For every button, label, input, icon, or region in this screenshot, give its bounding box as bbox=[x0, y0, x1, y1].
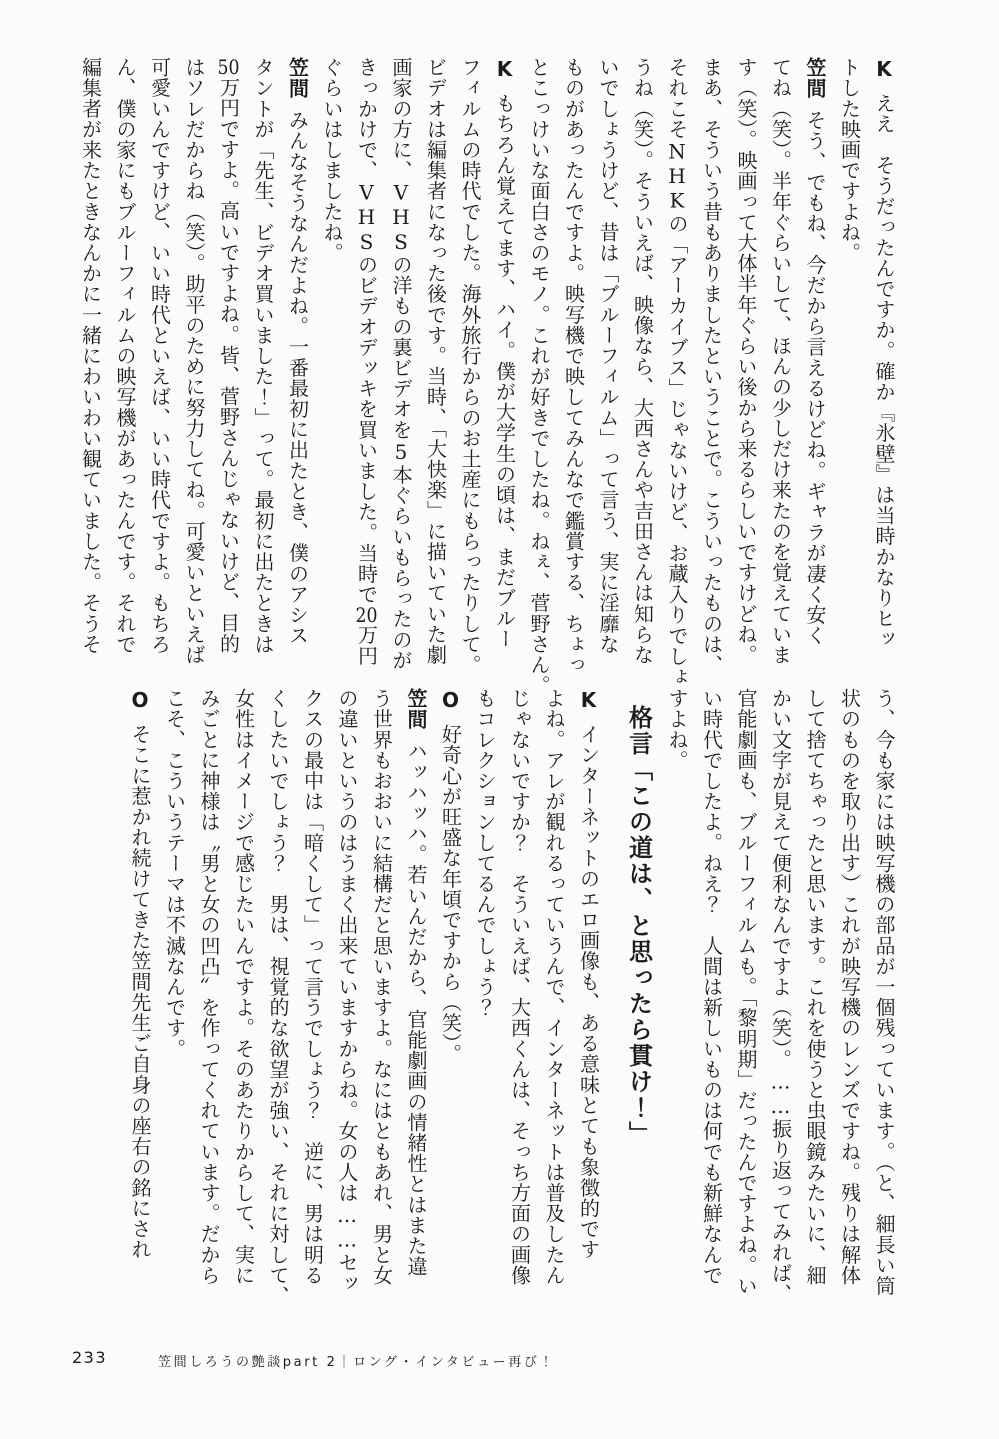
column-text: かい文字が見えて便利なんですよ（笑）。……振り返ってみれば、 bbox=[768, 688, 793, 1304]
column-text: 50万円ですよ。高いですよね。皆、菅野さんじゃないけど、目的 bbox=[216, 57, 241, 654]
text-column bbox=[873, 57, 894, 669]
text-column bbox=[665, 57, 689, 687]
column-text: 官能劇画も、ブルーフィルムも。「黎明期」だったんですよね。い bbox=[734, 688, 758, 1296]
column-text: ビデオは編集者になった後です。当時、「大快楽」に描いていた劇 bbox=[423, 57, 448, 665]
text-column bbox=[804, 57, 825, 669]
text-column bbox=[218, 57, 239, 669]
text-column bbox=[440, 688, 461, 1300]
column-text: 画家の方に、VHSの洋もの裏ビデオを5本ぐらいもらったのが bbox=[389, 57, 413, 671]
text-column bbox=[129, 688, 150, 1300]
text-column bbox=[252, 57, 273, 669]
text-column bbox=[578, 688, 599, 1300]
tatechuyoko-number: 20 bbox=[355, 604, 378, 625]
text-column bbox=[114, 57, 135, 669]
column-text: す（笑）。映画って大体半年ぐらい後から来るらしいですけどね。 bbox=[734, 57, 758, 665]
text-column bbox=[543, 688, 564, 1300]
column-text: う世界もおおいに結構だと思いますよ。なにはともあれ、男と女 bbox=[369, 688, 394, 1286]
column-text: そこに惹かれ続けてきた笠間先生ご自身の座右の銘にされ bbox=[128, 724, 152, 1260]
text-column bbox=[561, 57, 586, 675]
column-text: てね（笑）。半年ぐらいして、ほんの少しだけ来たのを覚えていま bbox=[768, 57, 793, 665]
text-column bbox=[80, 57, 101, 669]
text-column bbox=[735, 688, 756, 1300]
column-text: くしたいでしょう？ 男は、視覚的な欲望が強い、それに対して、 bbox=[266, 688, 290, 1306]
column-text: 状のものを取り出す）これが映写機のレンズですね。残りは解体 bbox=[837, 688, 862, 1286]
column-text: の違いというのはうまく出来ていますからね。女の人は……セッ bbox=[335, 688, 359, 1294]
interview-text-bottom-block bbox=[116, 688, 896, 1306]
text-column bbox=[198, 688, 219, 1300]
column-text: う、今も家には映写機の部品が一個残っています。（と、細長い筒 bbox=[872, 688, 896, 1296]
text-column bbox=[735, 57, 756, 669]
footer-running-title: 笠間しろうの艶談part 2｜ロング・インタビュー再び！ bbox=[158, 1355, 556, 1370]
text-column bbox=[699, 57, 724, 675]
column-text: それこそNHKの「アーカイブス」じゃないけど、お蔵入りでしょ bbox=[665, 57, 689, 687]
text-column bbox=[321, 57, 342, 669]
column-text: クスの最中は「暗くして」って言うでしょう？ 逆に、男は明る bbox=[300, 688, 325, 1286]
column-text: フィルムの時代でした。海外旅行からのお土産にもらったりして。 bbox=[458, 57, 482, 675]
column-text: ん、僕の家にもブルーフィルムの映写機があったんです。それで bbox=[113, 57, 137, 655]
text-column bbox=[701, 688, 722, 1300]
column-text: じゃないですか？ そういえば、大西くんは、そっち方面の画像 bbox=[507, 688, 532, 1286]
text-column bbox=[405, 688, 426, 1300]
text-column bbox=[839, 688, 860, 1300]
speaker-label: 笠間 bbox=[285, 57, 310, 99]
column-text: こそ、こういうテーマは不滅なんです。 bbox=[162, 688, 187, 1059]
column-text: ものがあったんですよ。映写機で映してみんなで鑑賞する、ちょっ bbox=[561, 57, 586, 675]
text-column bbox=[302, 688, 323, 1300]
text-column bbox=[839, 57, 860, 669]
column-text: して捨てちゃったと思います。これを使うと虫眼鏡みたいに、細 bbox=[803, 688, 827, 1286]
text-column bbox=[390, 57, 411, 669]
text-column bbox=[494, 57, 515, 669]
column-text: ハッハッハ。若いんだから、官能劇画の情緒性とはまた違 bbox=[404, 741, 428, 1277]
column-text: 女性はイメージで感じたいんですよ。そのあたりからして、実に bbox=[231, 688, 256, 1286]
speaker-label: O bbox=[438, 688, 463, 713]
column-text: きっかけで、VHSのビデオデッキを買いました。当時で20万円 bbox=[354, 57, 379, 666]
text-column bbox=[287, 57, 308, 669]
text-column bbox=[509, 688, 530, 1300]
column-text: まあ、そういう昔もありましたということで。こういったものは、 bbox=[699, 57, 724, 675]
column-text: はソレだからね（笑）。助平のために努力してね。可愛いといえば bbox=[182, 57, 206, 665]
interview-text-top-block bbox=[66, 57, 896, 696]
column-text: トした映画ですよね。 bbox=[837, 57, 862, 263]
column-text: 可愛いんですけど、いい時代といえば、いい時代ですよ。もちろ bbox=[147, 57, 172, 655]
column-text: インターネットのエロ画像も、ある意味とても象徴的です bbox=[576, 724, 601, 1260]
speaker-label: 笠間 bbox=[404, 688, 428, 730]
text-column bbox=[527, 57, 551, 696]
column-text: いでしょうけど、昔は「ブルーフィルム」って言う、実に淫靡な bbox=[596, 57, 620, 655]
speaker-label: 笠間 bbox=[803, 57, 827, 99]
column-text: タントが「先生、ビデオ買いました！」って。最初に出たときは bbox=[251, 57, 275, 655]
page-number: 233 bbox=[72, 1348, 108, 1367]
text-column bbox=[666, 688, 687, 1300]
text-column bbox=[149, 57, 170, 669]
text-column bbox=[336, 688, 357, 1300]
column-text: うね（笑）。そういえば、映像なら、大西さんや吉田さんは知らな bbox=[630, 57, 655, 665]
text-column bbox=[371, 688, 392, 1300]
speaker-label: O bbox=[128, 688, 152, 713]
column-text: ええ そうだったんですか。確か『氷壁』は当時かなりヒッ bbox=[872, 93, 896, 650]
column-text: もコレクションしてるんでしょう？ bbox=[473, 688, 497, 1018]
text-column bbox=[770, 57, 791, 669]
speaker-label: K bbox=[872, 57, 896, 82]
column-text: すよね。 bbox=[665, 688, 689, 771]
text-column bbox=[804, 688, 825, 1300]
text-column bbox=[474, 688, 495, 1300]
column-text: 好奇心が旺盛な年頃ですから（笑）。 bbox=[438, 724, 463, 1065]
speaker-label: K bbox=[576, 688, 601, 713]
column-text: みんなそうなんだよね。一番最初に出たとき、僕のアシス bbox=[285, 110, 310, 646]
text-column bbox=[632, 57, 653, 669]
column-text: 編集者が来たときなんかに一緒にわいわい観ていました。そうそ bbox=[78, 57, 103, 655]
text-column bbox=[164, 688, 185, 1300]
text-column bbox=[183, 57, 204, 669]
text-column bbox=[233, 688, 254, 1300]
column-text: ぐらいはしましたね。 bbox=[320, 57, 344, 263]
speaker-label: K bbox=[492, 57, 517, 82]
text-column bbox=[425, 57, 446, 669]
section-heading bbox=[625, 688, 653, 1300]
text-column bbox=[356, 57, 377, 669]
column-text: みごとに神様は〝男と女の凹凸〟を作ってくれています。だから bbox=[197, 688, 221, 1286]
text-column bbox=[266, 688, 290, 1306]
text-column bbox=[768, 688, 793, 1304]
column-text: い時代でしたよ。ねえ？ 人間は新しいものは何でも新鮮なんで bbox=[699, 688, 724, 1286]
column-text: とこっけいな面白さのモノ。これが好きでしたね。ねぇ、菅野さん。 bbox=[527, 57, 551, 696]
text-column bbox=[458, 57, 482, 675]
text-column bbox=[597, 57, 618, 669]
column-text: そう、でもね、今だから言えるけどね。ギャラが凄く安く bbox=[803, 110, 827, 646]
text-column bbox=[873, 688, 894, 1300]
tatechuyoko-number: 50 bbox=[217, 57, 240, 77]
column-text: もちろん覚えてます、ハイ。僕が大学生の頃は、まだブルー bbox=[492, 93, 517, 650]
column-text: よね。アレが観れるっていうんで、インターネットは普及したん bbox=[542, 688, 566, 1286]
column-text: 格言「この道は、と思ったら貫け！」 bbox=[624, 705, 653, 1147]
